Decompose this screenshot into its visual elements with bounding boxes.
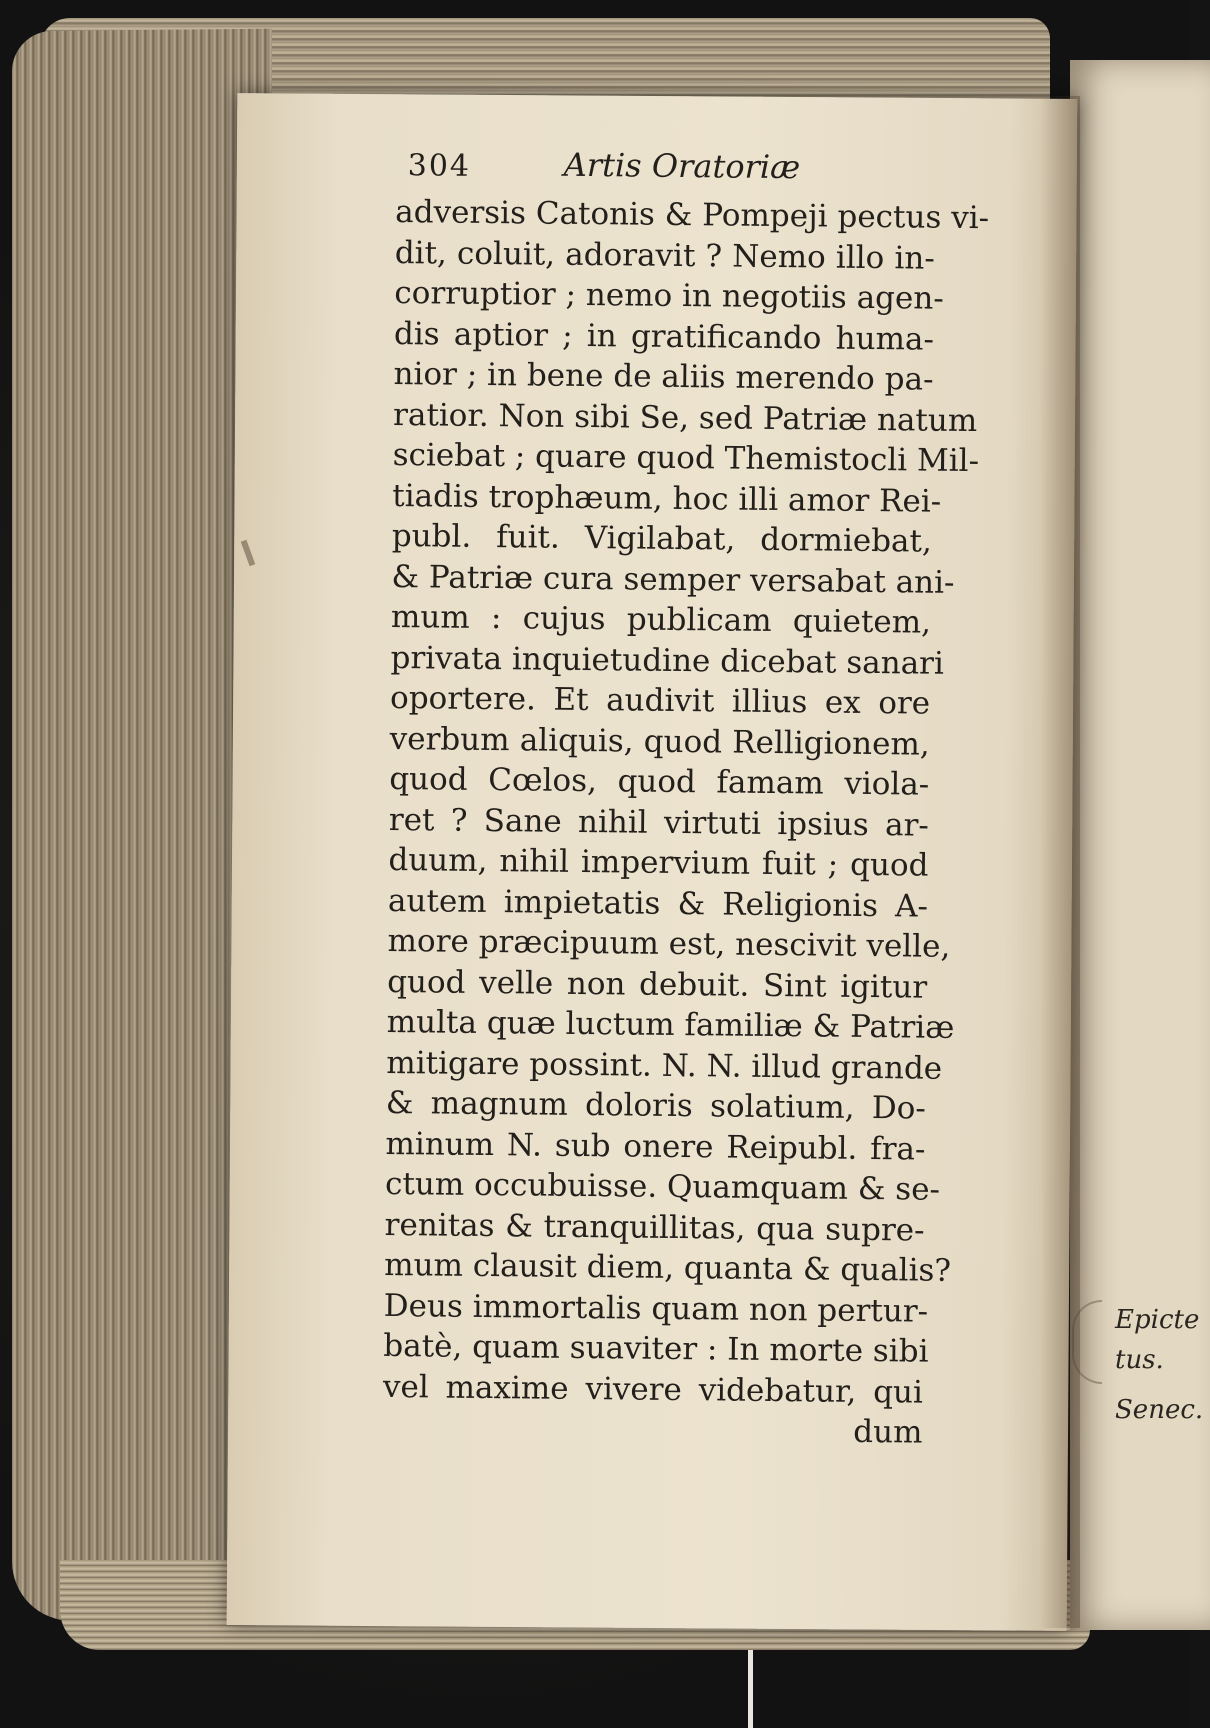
text-line: minum N. sub onere Reipubl. fra- [385, 1125, 926, 1168]
text-line: mitigare possint. N. N. illud grande [386, 1044, 943, 1087]
gutter-shadow [1040, 96, 1080, 1628]
page-number: 304 [407, 148, 472, 184]
text-line: ret ? Sane nihil virtuti ipsius ar- [388, 801, 930, 844]
text-line: quod velle non debuit. Sint igitur [386, 963, 928, 1006]
text-line: renitas & tranquillitas, qua supre- [384, 1206, 925, 1249]
text-line: adversis Catonis & Pompeji pectus vi- [395, 193, 990, 237]
text-line: tiadis trophæum, hoc illi amor Rei- [392, 477, 942, 520]
text-line: sciebat ; quare quod Themistocli Mil- [392, 436, 980, 480]
margin-note: Senec. [1115, 1395, 1204, 1425]
running-title: Artis Oratoriæ [563, 145, 801, 187]
text-line: publ. fuit. Vigilabat, dormiebat, [391, 517, 933, 560]
text-line: quod Cœlos, quod famam viola- [389, 760, 930, 803]
page-text [382, 140, 990, 1453]
text-line: privata inquietudine dicebat sanari [390, 639, 945, 682]
body-text [382, 192, 990, 1413]
text-line: vel maxime vivere videbatur, qui [382, 1368, 924, 1411]
text-line: nior ; in bene de aliis merendo pa- [393, 355, 934, 398]
text-line: ratior. Non sibi Se, sed Patriæ natum [392, 396, 978, 439]
text-line: oportere. Et audivit illius ex ore [389, 679, 931, 722]
text-line: more præcipuum est, nescivit velle, [387, 922, 951, 965]
text-line: mum : cujus publicam quietem, [390, 598, 932, 641]
text-line: verbum aliquis, quod Relligionem, [389, 720, 930, 763]
text-line: & Patriæ cura semper versabat ani- [391, 558, 955, 601]
text-line: Deus immortalis quam non pertur- [383, 1287, 929, 1330]
text-line: multa quæ luctum familiæ & Patriæ [386, 1003, 955, 1046]
text-line: batè, quam suaviter : In morte sibi [383, 1327, 929, 1370]
text-line: corruptior ; nemo in negotiis agen- [394, 274, 944, 317]
text-line: duum, nihil impervium fuit ; quod [388, 841, 929, 884]
margin-notes [1115, 1300, 1204, 1430]
text-line: ctum occubuisse. Quamquam & se- [384, 1165, 941, 1208]
catchword: dum [853, 1413, 923, 1451]
text-line: mum clausit diem, quanta & qualis? [384, 1246, 952, 1289]
margin-note: Epicte [1115, 1305, 1200, 1335]
text-line: dit, coluit, adoravit ? Nemo illo in- [394, 234, 935, 277]
bookmark-strip [748, 1650, 753, 1728]
text-line: dis aptior ; in gratificando huma- [393, 315, 935, 358]
running-head [395, 140, 936, 198]
margin-note: tus. [1115, 1345, 1164, 1375]
text-line: & magnum doloris solatium, Do- [385, 1084, 927, 1127]
text-line: autem impietatis & Religionis A- [387, 882, 929, 925]
